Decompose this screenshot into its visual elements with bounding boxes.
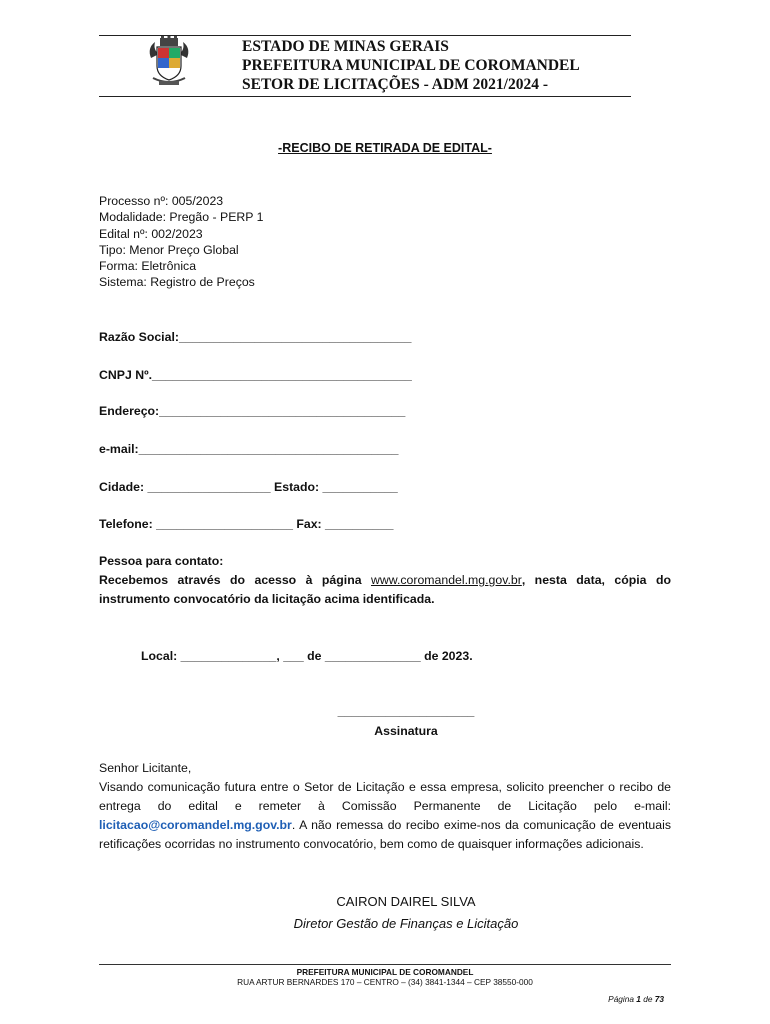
page-prefix: Página [608,994,637,1004]
footer-address: RUA ARTUR BERNARDES 170 – CENTRO – (34) 3841-1344 – CEP 38550-000 [237,977,533,987]
cnpj-field[interactable]: CNPJ Nº.______________________________________ [99,368,412,382]
signer-name: CAIRON DAIREL SILVA [336,894,476,909]
header-bottom-rule [99,96,631,97]
form-type: Forma: Eletrônica [99,259,197,274]
notice-text-after: . A não remessa do recibo exime-nos da comunicação de eventuais retificações ocorridas no instrumento convocatório, bem como de quaisquer informações adicionais. [99,818,671,851]
receipt-statement [99,571,671,609]
website-link[interactable]: www.coromandel.mg.gov.br [371,573,522,587]
telefone-fax-field[interactable]: Telefone: ____________________ Fax: __________ [99,517,394,531]
notice-greeting: Senhor Licitante, [99,761,192,775]
page-mid: de [640,994,655,1004]
header-text-block [242,37,580,94]
type: Tipo: Menor Preço Global [99,242,239,257]
coat-of-arms-icon [145,36,193,88]
signature-label: Assinatura [374,724,438,738]
footer-org: PREFEITURA MUNICIPAL DE COROMANDEL [296,967,474,977]
email-field[interactable]: e-mail:______________________________________ [99,442,399,456]
notice-paragraph [99,778,671,854]
signer-role: Diretor Gestão de Finanças e Licitação [293,916,519,931]
process-info [99,193,264,291]
local-date-field[interactable]: Local: ______________, ___ de ______________ de 2023. [141,649,473,663]
edital-number: Edital nº: 002/2023 [99,226,203,241]
document-title: -RECIBO DE RETIRADA DE EDITAL- [278,141,492,155]
receipt-text-after: , nesta data, cópia do instrumento convocatório da licitação acima identificada. [99,573,671,606]
signature-line: ____________________ [337,704,475,718]
page-total: 73 [654,994,664,1004]
footer-rule [99,964,671,965]
endereco-field[interactable]: Endereço:____________________________________ [99,404,406,418]
header-prefecture: PREFEITURA MUNICIPAL DE COROMANDEL [242,57,580,74]
page-number [608,994,664,1004]
razao-social-field[interactable]: Razão Social:__________________________________ [99,330,412,344]
page-current: 1 [636,994,641,1004]
notice-email-link[interactable]: licitacao@coromandel.mg.gov.br [99,818,292,832]
contact-label: Pessoa para contato: [99,554,224,568]
header-state: ESTADO DE MINAS GERAIS [242,38,449,55]
modality: Modalidade: Pregão - PERP 1 [99,210,264,225]
notice-text-before: Visando comunicação futura entre o Setor de Licitação e essa empresa, solicito preencher o recibo de entrega do edital e remeter à Comissão Permanente de Licitação pelo e-mail: [99,780,671,813]
process-number: Processo nº: 005/2023 [99,194,224,208]
system: Sistema: Registro de Preços [99,275,255,290]
cidade-estado-field[interactable]: Cidade: __________________ Estado: ___________ [99,480,398,494]
header-sector: SETOR DE LICITAÇÕES - ADM 2021/2024 - [242,76,549,93]
receipt-text-before: Recebemos através do acesso à página [99,573,371,587]
